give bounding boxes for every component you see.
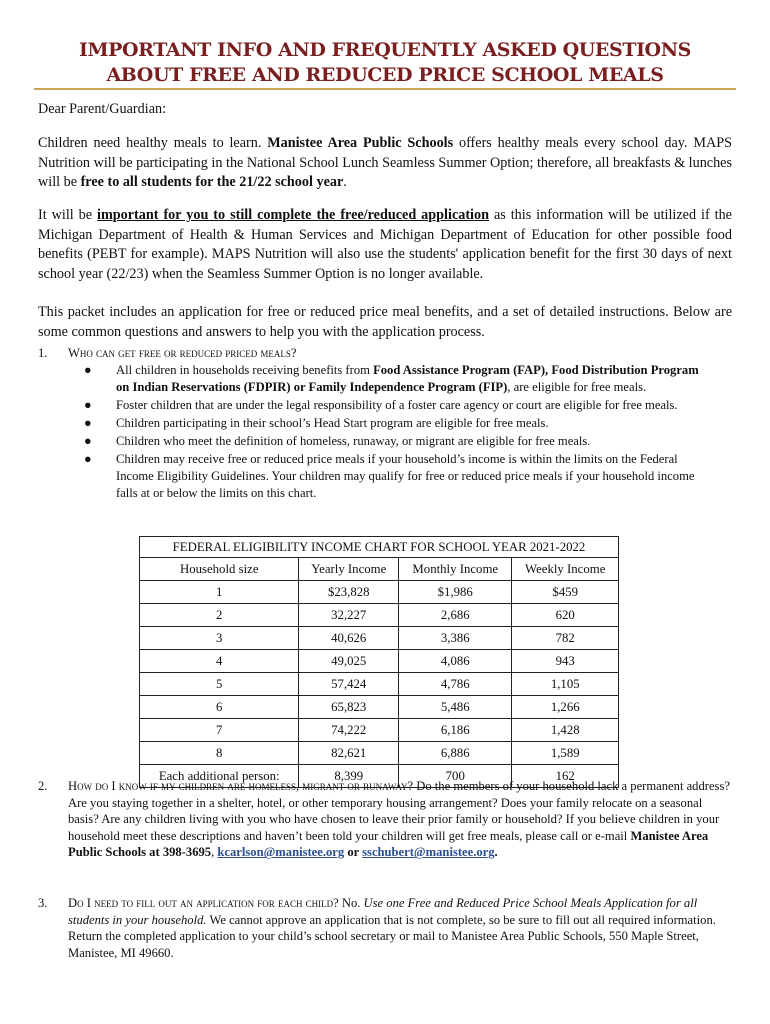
intro-paragraph [38, 134, 732, 193]
table-cell: 74,222 [299, 719, 399, 742]
column-header: Weekly Income [512, 558, 619, 581]
para1-text-c: . [343, 174, 347, 190]
table-cell: 82,621 [299, 742, 399, 765]
table-cell: 782 [512, 627, 619, 650]
email-link-kcarlson[interactable]: kcarlson@manistee.org [217, 845, 345, 860]
table-cell: 162 [512, 765, 619, 788]
para1-text-a: Children need healthy meals to learn. [38, 135, 268, 151]
table-cell: 65,823 [299, 696, 399, 719]
list-item [84, 451, 704, 502]
packet-paragraph: This packet includes an application for free or reduced price meal benefits, and a set of detailed instructions. Below are some common questions and answers to help you with the application process. [38, 304, 732, 340]
para2-text-a: It will be [38, 207, 98, 223]
district-name: Manistee Area Public Schools [267, 135, 454, 151]
free-meals-note: free to all students for the 21/22 school year [80, 174, 344, 190]
table-cell: 1,589 [512, 742, 619, 765]
answer-text: No. [338, 896, 364, 910]
list-item [84, 362, 704, 396]
table-cell: 620 [512, 604, 619, 627]
column-header: Household size [140, 558, 299, 581]
question-body [68, 895, 734, 961]
table-cell: 40,626 [299, 627, 399, 650]
column-header: Yearly Income [299, 558, 399, 581]
table-cell: 3,386 [399, 627, 512, 650]
table-cell: 6,186 [399, 719, 512, 742]
district-contact: Manistee Area Public Schools at 398-3695 [68, 828, 709, 860]
table-cell: Each additional person: [140, 765, 299, 788]
table-cell: 5 [140, 673, 299, 696]
table-cell: 1 [140, 581, 299, 604]
table-cell: 2 [140, 604, 299, 627]
instruction-italic: Use one Free and Reduced Price School Meals Application for all students in your household. [68, 896, 698, 927]
table-cell: 6 [140, 696, 299, 719]
table-cell: 49,025 [299, 650, 399, 673]
table-cell: 4,086 [399, 650, 512, 673]
table-row [140, 696, 619, 719]
eligibility-list [84, 362, 704, 503]
table-cell: 1,105 [512, 673, 619, 696]
bullet-icon: ● [84, 434, 92, 448]
table-cell: 57,424 [299, 673, 399, 696]
bullet-text: Children who meet the definition of homeless, runaway, or migrant are eligible for free meals. [116, 434, 591, 448]
title-divider [34, 88, 736, 90]
question-heading: Who can get free or reduced priced meals? [68, 346, 297, 360]
separator-text: or [344, 845, 363, 860]
bullet-text: Foster children that are under the legal responsibility of a foster care agency or court are eligible for free meals. [116, 398, 678, 412]
programs-list: Food Assistance Program (FAP), Food Distribution Program on Indian Reservations (FDPIR) or Family Independence Program (FIP) [116, 363, 699, 394]
question-heading: Do I need to fill out an application for each child? [68, 896, 339, 910]
bullet-text: Children may receive free or reduced price meals if your household’s income is within the limits on the Federal Income Eligibility Guidelines. Your children may qualify for free or reduced price meals if your household income falls at or below the limits on this chart. [116, 452, 695, 500]
table-cell: 1,428 [512, 719, 619, 742]
table-row [140, 719, 619, 742]
list-item [84, 415, 704, 432]
table-row [140, 627, 619, 650]
important-note: important for you to still complete the free/reduced application [97, 207, 489, 223]
application-paragraph [38, 206, 732, 284]
separator-text: , [211, 845, 218, 860]
table-cell: 1,266 [512, 696, 619, 719]
table-cell: 4 [140, 650, 299, 673]
list-item [84, 433, 704, 450]
table-cell: $1,986 [399, 581, 512, 604]
table-cell: $459 [512, 581, 619, 604]
table-cell: 8,399 [299, 765, 399, 788]
bullet-icon: ● [84, 416, 92, 430]
bullet-text: All children in households receiving benefits from [116, 363, 374, 377]
table-cell: 4,786 [399, 673, 512, 696]
bullet-icon: ● [84, 363, 92, 377]
bullet-text: Children participating in their school’s Head Start program are eligible for free meals. [116, 416, 549, 430]
income-eligibility-table [139, 536, 619, 788]
bullet-text: , are eligible for free meals. [507, 380, 647, 394]
page-title [0, 38, 770, 88]
bullet-icon: ● [84, 398, 92, 412]
table-row [140, 742, 619, 765]
title-line-1: IMPORTANT INFO AND FREQUENTLY ASKED QUESTIONS [78, 39, 691, 61]
answer-text: We cannot approve an application that is not complete, so be sure to fill out all required information. Return the completed application to your child’s school secretary or mail to Manistee Area Public Schools, 550 Maple Street, Manistee, MI 49660. [68, 912, 716, 960]
table-cell: 3 [140, 627, 299, 650]
title-line-2: ABOUT FREE AND REDUCED PRICE SCHOOL MEALS [106, 64, 664, 86]
answer-text: Do the members of your household lack a permanent address? Are you staying together in a shelter, hotel, or other temporary housing arrangement? Does your family relocate on a seasonal basis? Are any children living with you who have chosen to leave their prior family or household? If you believe children in your household meet these descriptions and haven’t been told your children will get free meals, please call or e-mail [68, 779, 730, 843]
question-heading: How do I know if my children are homeless, migrant or runaway? [68, 779, 414, 793]
table-row [140, 581, 619, 604]
question-number: 2. [38, 779, 48, 793]
table-cell: 700 [399, 765, 512, 788]
table-row [140, 650, 619, 673]
question-number: 3. [38, 896, 48, 910]
table-cell: 7 [140, 719, 299, 742]
table-cell: 8 [140, 742, 299, 765]
table-cell: $23,828 [299, 581, 399, 604]
greeting: Dear Parent/Guardian: [38, 101, 167, 117]
separator-text: . [494, 845, 498, 860]
para2-text-b: as this information will be utilized if the Michigan Department of Health & Human Services and Michigan Department of Education for other possible food benefits (PEBT for example). MAPS Nutrition will also use the students' application benefit for the first 30 days of next school year (22/23) when the Seamless Summer Option is no longer available. [38, 207, 732, 282]
table-row [140, 604, 619, 627]
column-header: Monthly Income [399, 558, 512, 581]
table-cell: 943 [512, 650, 619, 673]
table-cell: 5,486 [399, 696, 512, 719]
para1-text-b: offers healthy meals every school day. MAPS Nutrition will be participating in the National School Lunch Seamless Summer Option; therefore, all breakfasts & lunches will be [38, 135, 732, 190]
table-cell: 6,886 [399, 742, 512, 765]
table-row [140, 673, 619, 696]
email-link-sschubert[interactable]: sschubert@manistee.org [362, 845, 495, 860]
question-number: 1. [38, 346, 48, 360]
table-cell: 2,686 [399, 604, 512, 627]
list-item [84, 397, 704, 414]
table-cell: 32,227 [299, 604, 399, 627]
bullet-icon: ● [84, 452, 92, 466]
question-body [68, 778, 734, 861]
table-caption: FEDERAL ELIGIBILITY INCOME CHART FOR SCHOOL YEAR 2021-2022 [140, 537, 619, 558]
